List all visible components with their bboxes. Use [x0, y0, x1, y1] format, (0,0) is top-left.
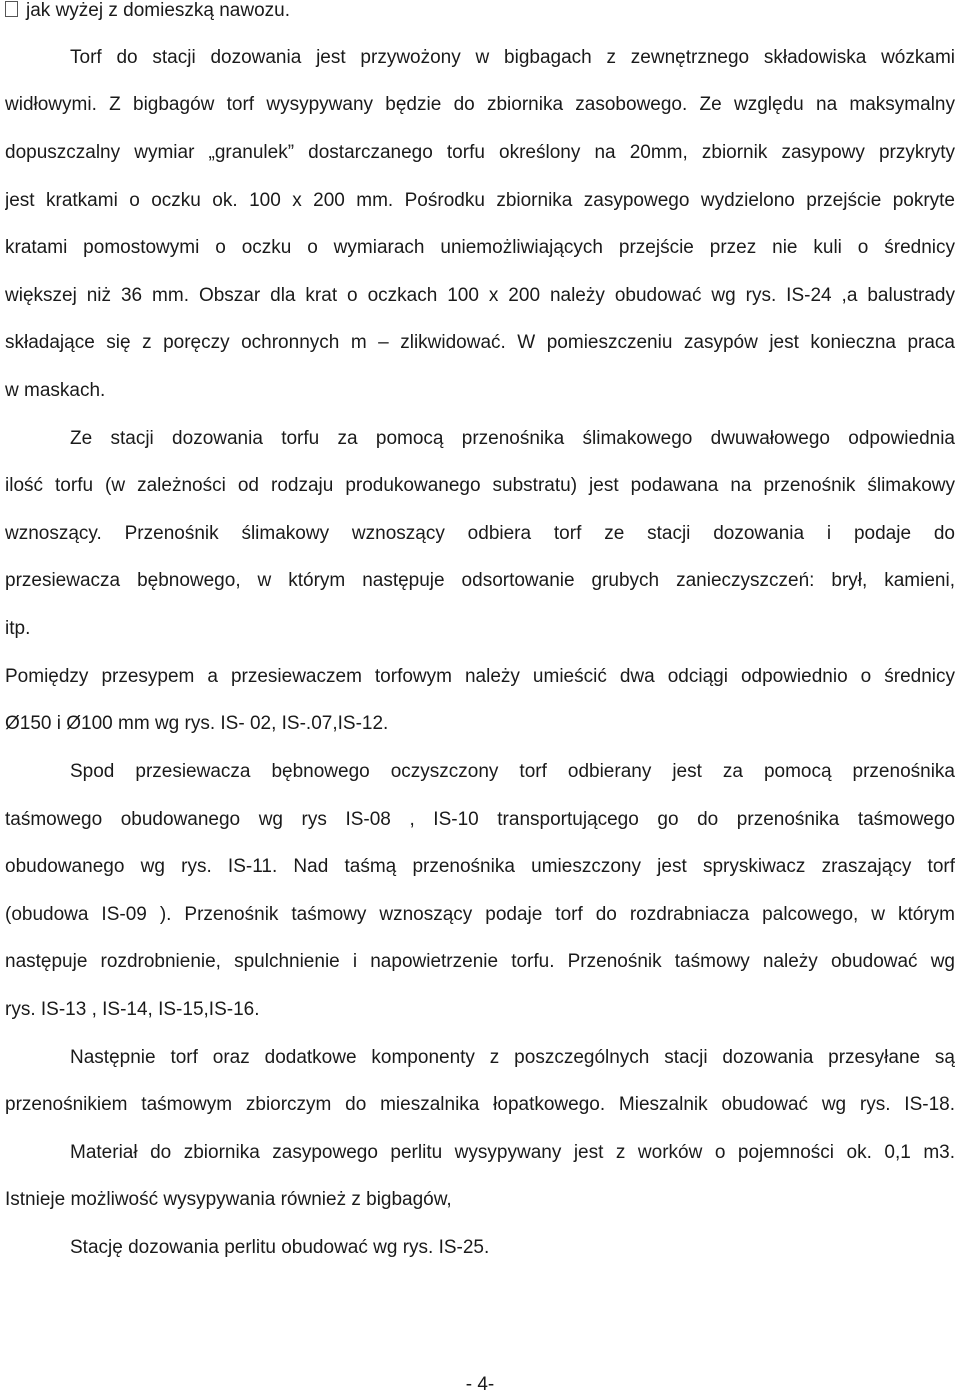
paragraph-5-line-1: Następnie torf oraz dodatkowe komponenty z poszczególnych stacji dozowania przesyłane są: [70, 1047, 955, 1068]
paragraph-6-line-1: Materiał do zbiornika zasypowego perlitu wysypywany jest z worków o pojemności ok. 0,1 m3.: [70, 1142, 955, 1163]
text-line: [5, 0, 955, 25]
paragraph-3-line-1: Pomiędzy przesypem a przesiewaczem torfowym należy umieścić dwa odciągi odpowiednio o średnicy: [5, 666, 955, 687]
paragraph-4-line-1: Spod przesiewacza bębnowego oczyszczony torf odbierany jest za pomocą przenośnika: [70, 761, 955, 782]
paragraph-1-line-2: widłowymi. Z bigbagów torf wysypywany będzie do zbiornika zasobowego. Ze względu na maksymalny: [5, 94, 955, 115]
paragraph-1-line-7: składające się z poręczy ochronnych m – zlikwidować. W pomieszczeniu zasypów jest konieczna praca: [5, 332, 955, 353]
paragraph-1-line-1: Torf do stacji dozowania jest przywożony w bigbagach z zewnętrznego składowiska wózkami: [70, 47, 955, 68]
paragraph-2-line-2: ilość torfu (w zależności od rodzaju produkowanego substratu) jest podawana na przenośnik ślimakowy: [5, 475, 955, 496]
paragraph-1-line-5: kratami pomostowymi o oczku o wymiarach uniemożliwiających przejście przez nie kuli o średnicy: [5, 237, 955, 258]
paragraph-1-line-3: dopuszczalny wymiar „granulek” dostarczanego torfu określony na 20mm, zbiornik zasypowy przykryty: [5, 142, 955, 163]
paragraph-6-line-2: Istnieje możliwość wysypywania również z bigbagów,: [5, 1189, 452, 1210]
bullet-placeholder-icon: [5, 1, 18, 17]
paragraph-4-line-3: obudowanego wg rys. IS-11. Nad taśmą przenośnika umieszczony jest spryskiwacz zraszający torf: [5, 856, 955, 877]
paragraph-4-line-5: następuje rozdrobnienie, spulchnienie i napowietrzenie torfu. Przenośnik taśmowy należy obudować wg: [5, 951, 955, 972]
paragraph-1-line-8: w maskach.: [5, 380, 106, 401]
paragraph-2-line-5: itp.: [5, 618, 31, 639]
paragraph-2-line-4: przesiewacza bębnowego, w którym następuje odsortowanie grubych zanieczyszczeń: brył, kamieni,: [5, 570, 955, 591]
paragraph-4-line-2: taśmowego obudowanego wg rys IS-08 , IS-10 transportującego go do przenośnika taśmowego: [5, 809, 955, 830]
paragraph-4-line-6: rys. IS-13 , IS-14, IS-15,IS-16.: [5, 999, 260, 1020]
paragraph-4-line-4: (obudowa IS-09 ). Przenośnik taśmowy wznoszący podaje torf do rozdrabniacza palcowego, w którym: [5, 904, 955, 925]
paragraph-1-line-4: jest kratkami o oczku ok. 100 x 200 mm. Pośrodku zbiornika zasypowego wydzielono przejście pokryte: [5, 190, 955, 211]
paragraph-3-line-2: Ø150 i Ø100 mm wg rys. IS- 02, IS-.07,IS-12.: [5, 713, 389, 734]
paragraph-7-line-1: Stację dozowania perlitu obudować wg rys. IS-25.: [70, 1237, 490, 1258]
paragraph-2-line-3: wznoszący. Przenośnik ślimakowy wznoszący odbiera torf ze stacji dozowania i podaje do: [5, 523, 955, 544]
line-text: jak wyżej z domieszką nawozu.: [26, 0, 290, 21]
paragraph-2-line-1: Ze stacji dozowania torfu za pomocą przenośnika ślimakowego dwuwałowego odpowiednia: [70, 428, 955, 449]
paragraph-5-line-2: przenośnikiem taśmowym zbiorczym do mieszalnika łopatkowego. Mieszalnik obudować wg rys. IS-18.: [5, 1094, 955, 1115]
paragraph-1-line-6: większej niż 36 mm. Obszar dla krat o oczkach 100 x 200 należy obudować wg rys. IS-24 ,a balustrady: [5, 285, 955, 306]
page-number: - 4-: [465, 1374, 495, 1395]
